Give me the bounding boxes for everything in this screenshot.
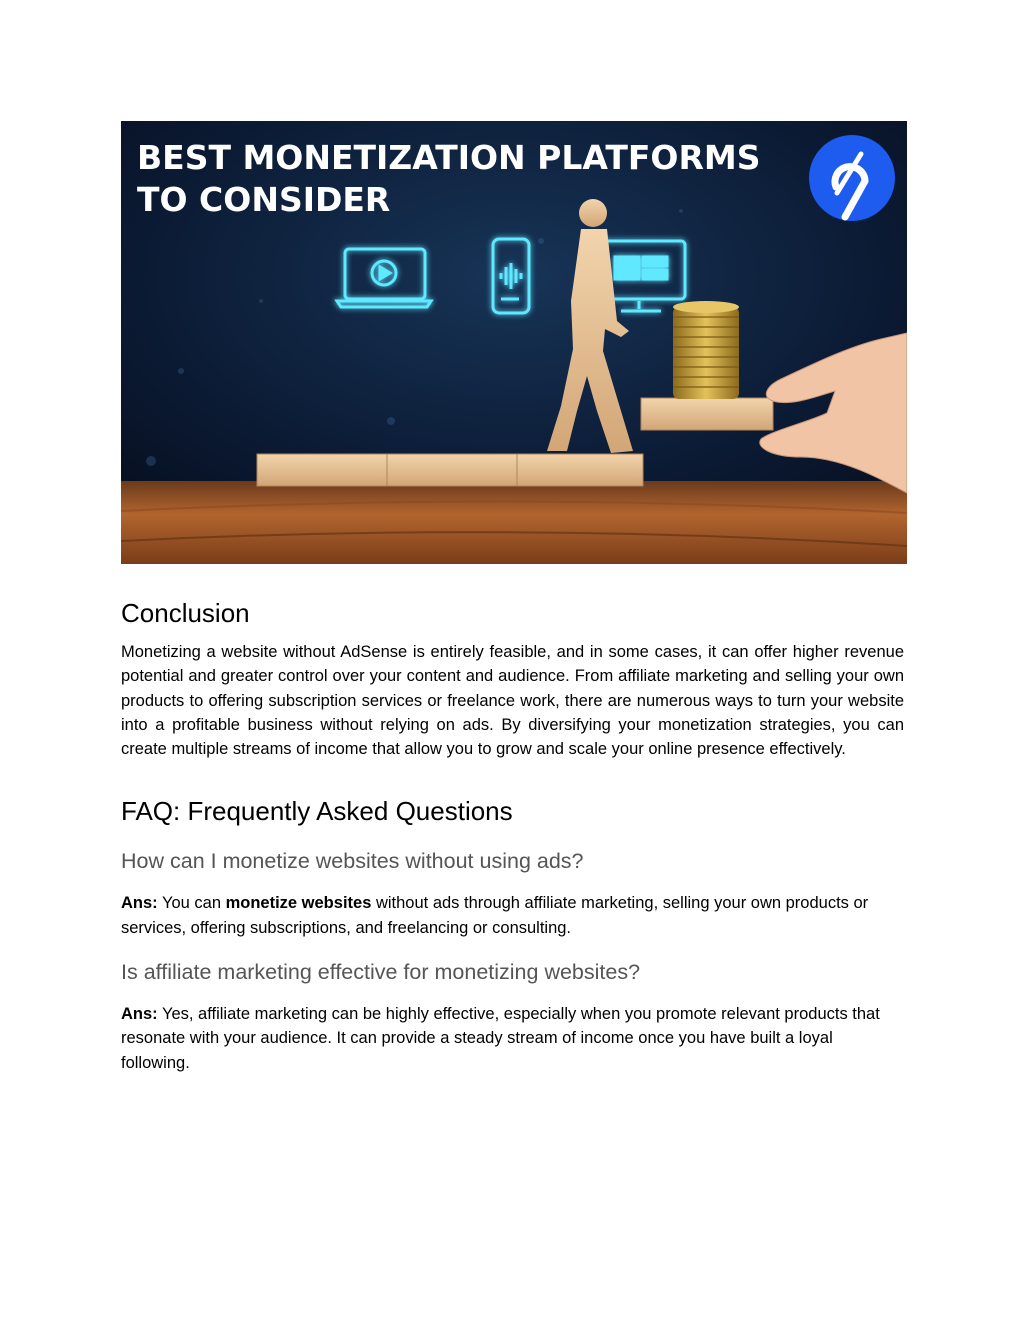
answer-text: without ads through affiliate marketing, selling your own products or services, offering subscriptions, and freelancing or consulting. <box>121 894 869 937</box>
answer-text: You can <box>157 894 226 913</box>
faq-question-1: How can I monetize websites without using ads? <box>121 849 584 874</box>
answer-text: Yes, affiliate marketing can be highly effective, especially when you promote relevant products that resonate with your audience. It can provide a steady stream of income once you have built a loyal following. <box>121 1005 880 1072</box>
answer-label: Ans: <box>121 894 158 913</box>
brand-logo-icon <box>809 135 895 221</box>
banner-image <box>121 121 907 564</box>
article-content <box>121 596 904 1075</box>
answer-keyword: monetize websites <box>225 894 372 913</box>
faq-answer-1 <box>121 891 904 940</box>
conclusion-heading: Conclusion <box>121 598 250 628</box>
faq-heading: FAQ: Frequently Asked Questions <box>121 796 513 827</box>
conclusion-paragraph: Monetizing a website without AdSense is entirely feasible, and in some cases, it can offer higher revenue potential and greater control over your content and audience. From affiliate marketing and selling your own products to offering subscription services or freelance work, there are numerous ways to turn your website into a profitable business without relying on ads. By diversifying your monetization strategies, you can create multiple streams of income that allow you to grow and scale your online presence effectively. <box>121 643 904 759</box>
banner-title-line2: TO CONSIDER <box>137 180 391 219</box>
answer-label: Ans: <box>121 1005 158 1024</box>
faq-answer-2 <box>121 1002 904 1075</box>
faq-question-2: Is affiliate marketing effective for monetizing websites? <box>121 960 641 985</box>
coin-stack-illustration <box>673 301 739 399</box>
banner-title-line1: BEST MONETIZATION PLATFORMS <box>137 138 761 177</box>
